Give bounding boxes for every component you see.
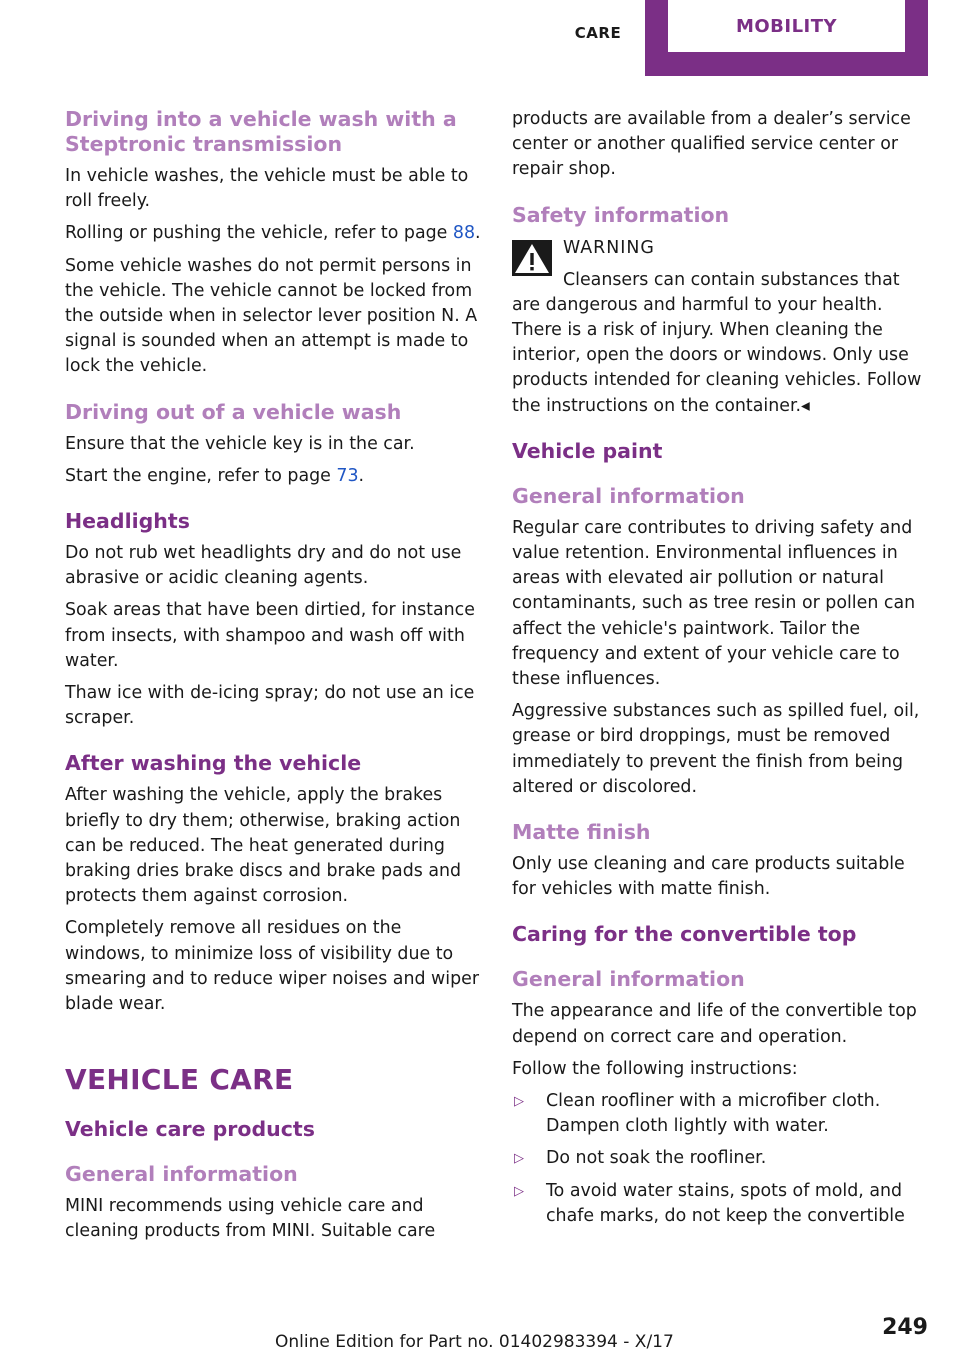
- paragraph-with-link: Rolling or pushing the vehicle, refer to page 88.: [65, 223, 481, 244]
- right-column: [512, 107, 930, 1236]
- bullet-triangle-icon: ▷: [514, 1151, 524, 1167]
- paragraph: Thaw ice with de-icing spray; do not use an ice scraper.: [65, 683, 475, 729]
- paragraph: Ensure that the vehicle key is in the car.: [65, 433, 415, 454]
- list-item: ▷ Clean roofliner with a microfiber cloth. Dampen cloth lightly with water.: [514, 1091, 881, 1137]
- heading-driving-out: Driving out of a vehicle wash: [65, 399, 402, 424]
- paragraph: After washing the vehicle, apply the brakes briefly to dry them; otherwise, braking action can be reduced. The heat generated during braking dries brake discs and brake pads and protects them against corrosion.: [65, 785, 462, 907]
- page-link-88[interactable]: 88: [452, 223, 476, 244]
- heading-vehicle-paint: Vehicle paint: [512, 438, 663, 463]
- warning-title: WARNING: [563, 237, 655, 258]
- paragraph: In vehicle washes, the vehicle must be able to roll freely.: [65, 166, 469, 212]
- page-number: 249: [882, 1315, 928, 1340]
- paragraph: Regular care contributes to driving safety and value retention. Environmental influences in areas with elevated air pollution or natural contaminants, such as tree resin or pollen can affect the vehicle's paintwork. Tailor the frequency and extent of your vehicle care to these influences.: [512, 517, 916, 690]
- header-chapter-tab: [645, 0, 928, 76]
- heading-matte-finish: Matte finish: [512, 820, 651, 845]
- header-chapter-label: MOBILITY: [735, 15, 838, 37]
- bullet-triangle-icon: ▷: [514, 1183, 524, 1199]
- instruction-list: [512, 1089, 930, 1229]
- paragraph: Some vehicle washes do not permit persons in the vehicle. The vehicle cannot be locked from the outside when in selector lever position N. A signal is sounded when an attempt is made to lock the vehicle.: [65, 255, 478, 377]
- header-chapter-tab-inner: [668, 0, 905, 52]
- paragraph: Only use cleaning and care products suitable for vehicles with matte finish.: [512, 854, 905, 900]
- warning-text: Cleansers can contain substances that are dangerous and harmful to your health. There is a risk of injury. When cleaning the interior, open the doors or windows. Only use products intended for cleaning vehicles. Follow the instructions on the container.◂: [512, 269, 922, 416]
- list-item: ▷ To avoid water stains, spots of mold, and chafe marks, do not keep the convertible: [514, 1180, 905, 1226]
- warning-triangle-icon: [512, 240, 552, 276]
- heading-general-information: General information: [512, 483, 745, 508]
- paragraph: Aggressive substances such as spilled fuel, oil, grease or bird droppings, must be removed immediately to prevent the finish from being altered or discolored.: [512, 701, 920, 797]
- footer-edition: Online Edition for Part no. 01402983394 - X/17: [275, 1332, 674, 1352]
- heading-general-information: General information: [512, 967, 745, 992]
- paragraph: Soak areas that have been dirtied, for instance from insects, with shampoo and wash off with water.: [65, 600, 475, 671]
- page-link-73[interactable]: 73: [336, 465, 359, 486]
- paragraph: MINI recommends using vehicle care and cleaning products from MINI. Suitable care: [65, 1196, 436, 1242]
- list-item: ▷ Do not soak the roofliner.: [512, 1146, 930, 1171]
- paragraph: Do not rub wet headlights dry and do not use abrasive or acidic cleaning agents.: [65, 543, 462, 589]
- heading-headlights: Headlights: [65, 509, 190, 534]
- left-column: [65, 107, 483, 1245]
- heading-vehicle-care: VEHICLE CARE: [65, 1063, 294, 1097]
- paragraph: Follow the following instructions:: [512, 1058, 798, 1079]
- heading-vehicle-wash-steptronic: Driving into a vehicle wash with a Steptronic transmission: [65, 107, 457, 156]
- paragraph: Completely remove all residues on the windows, to minimize loss of visibility due to smearing and to reduce wiper noises and wiper blade wear.: [65, 918, 479, 1015]
- heading-general-information: General information: [65, 1162, 298, 1187]
- paragraph: products are available from a dealer’s service center or another qualified service center or repair shop.: [512, 109, 911, 180]
- heading-safety-information: Safety information: [512, 202, 730, 227]
- warning-box: [512, 236, 930, 419]
- paragraph: The appearance and life of the convertible top depend on correct care and operation.: [512, 1001, 917, 1047]
- heading-after-washing: After washing the vehicle: [65, 751, 362, 776]
- heading-vehicle-care-products: Vehicle care products: [65, 1117, 315, 1142]
- header-section-label: CARE: [574, 24, 622, 42]
- bullet-triangle-icon: ▷: [514, 1094, 524, 1110]
- heading-convertible-top: Caring for the convertible top: [512, 922, 857, 947]
- paragraph-with-link: Start the engine, refer to page 73.: [65, 465, 365, 486]
